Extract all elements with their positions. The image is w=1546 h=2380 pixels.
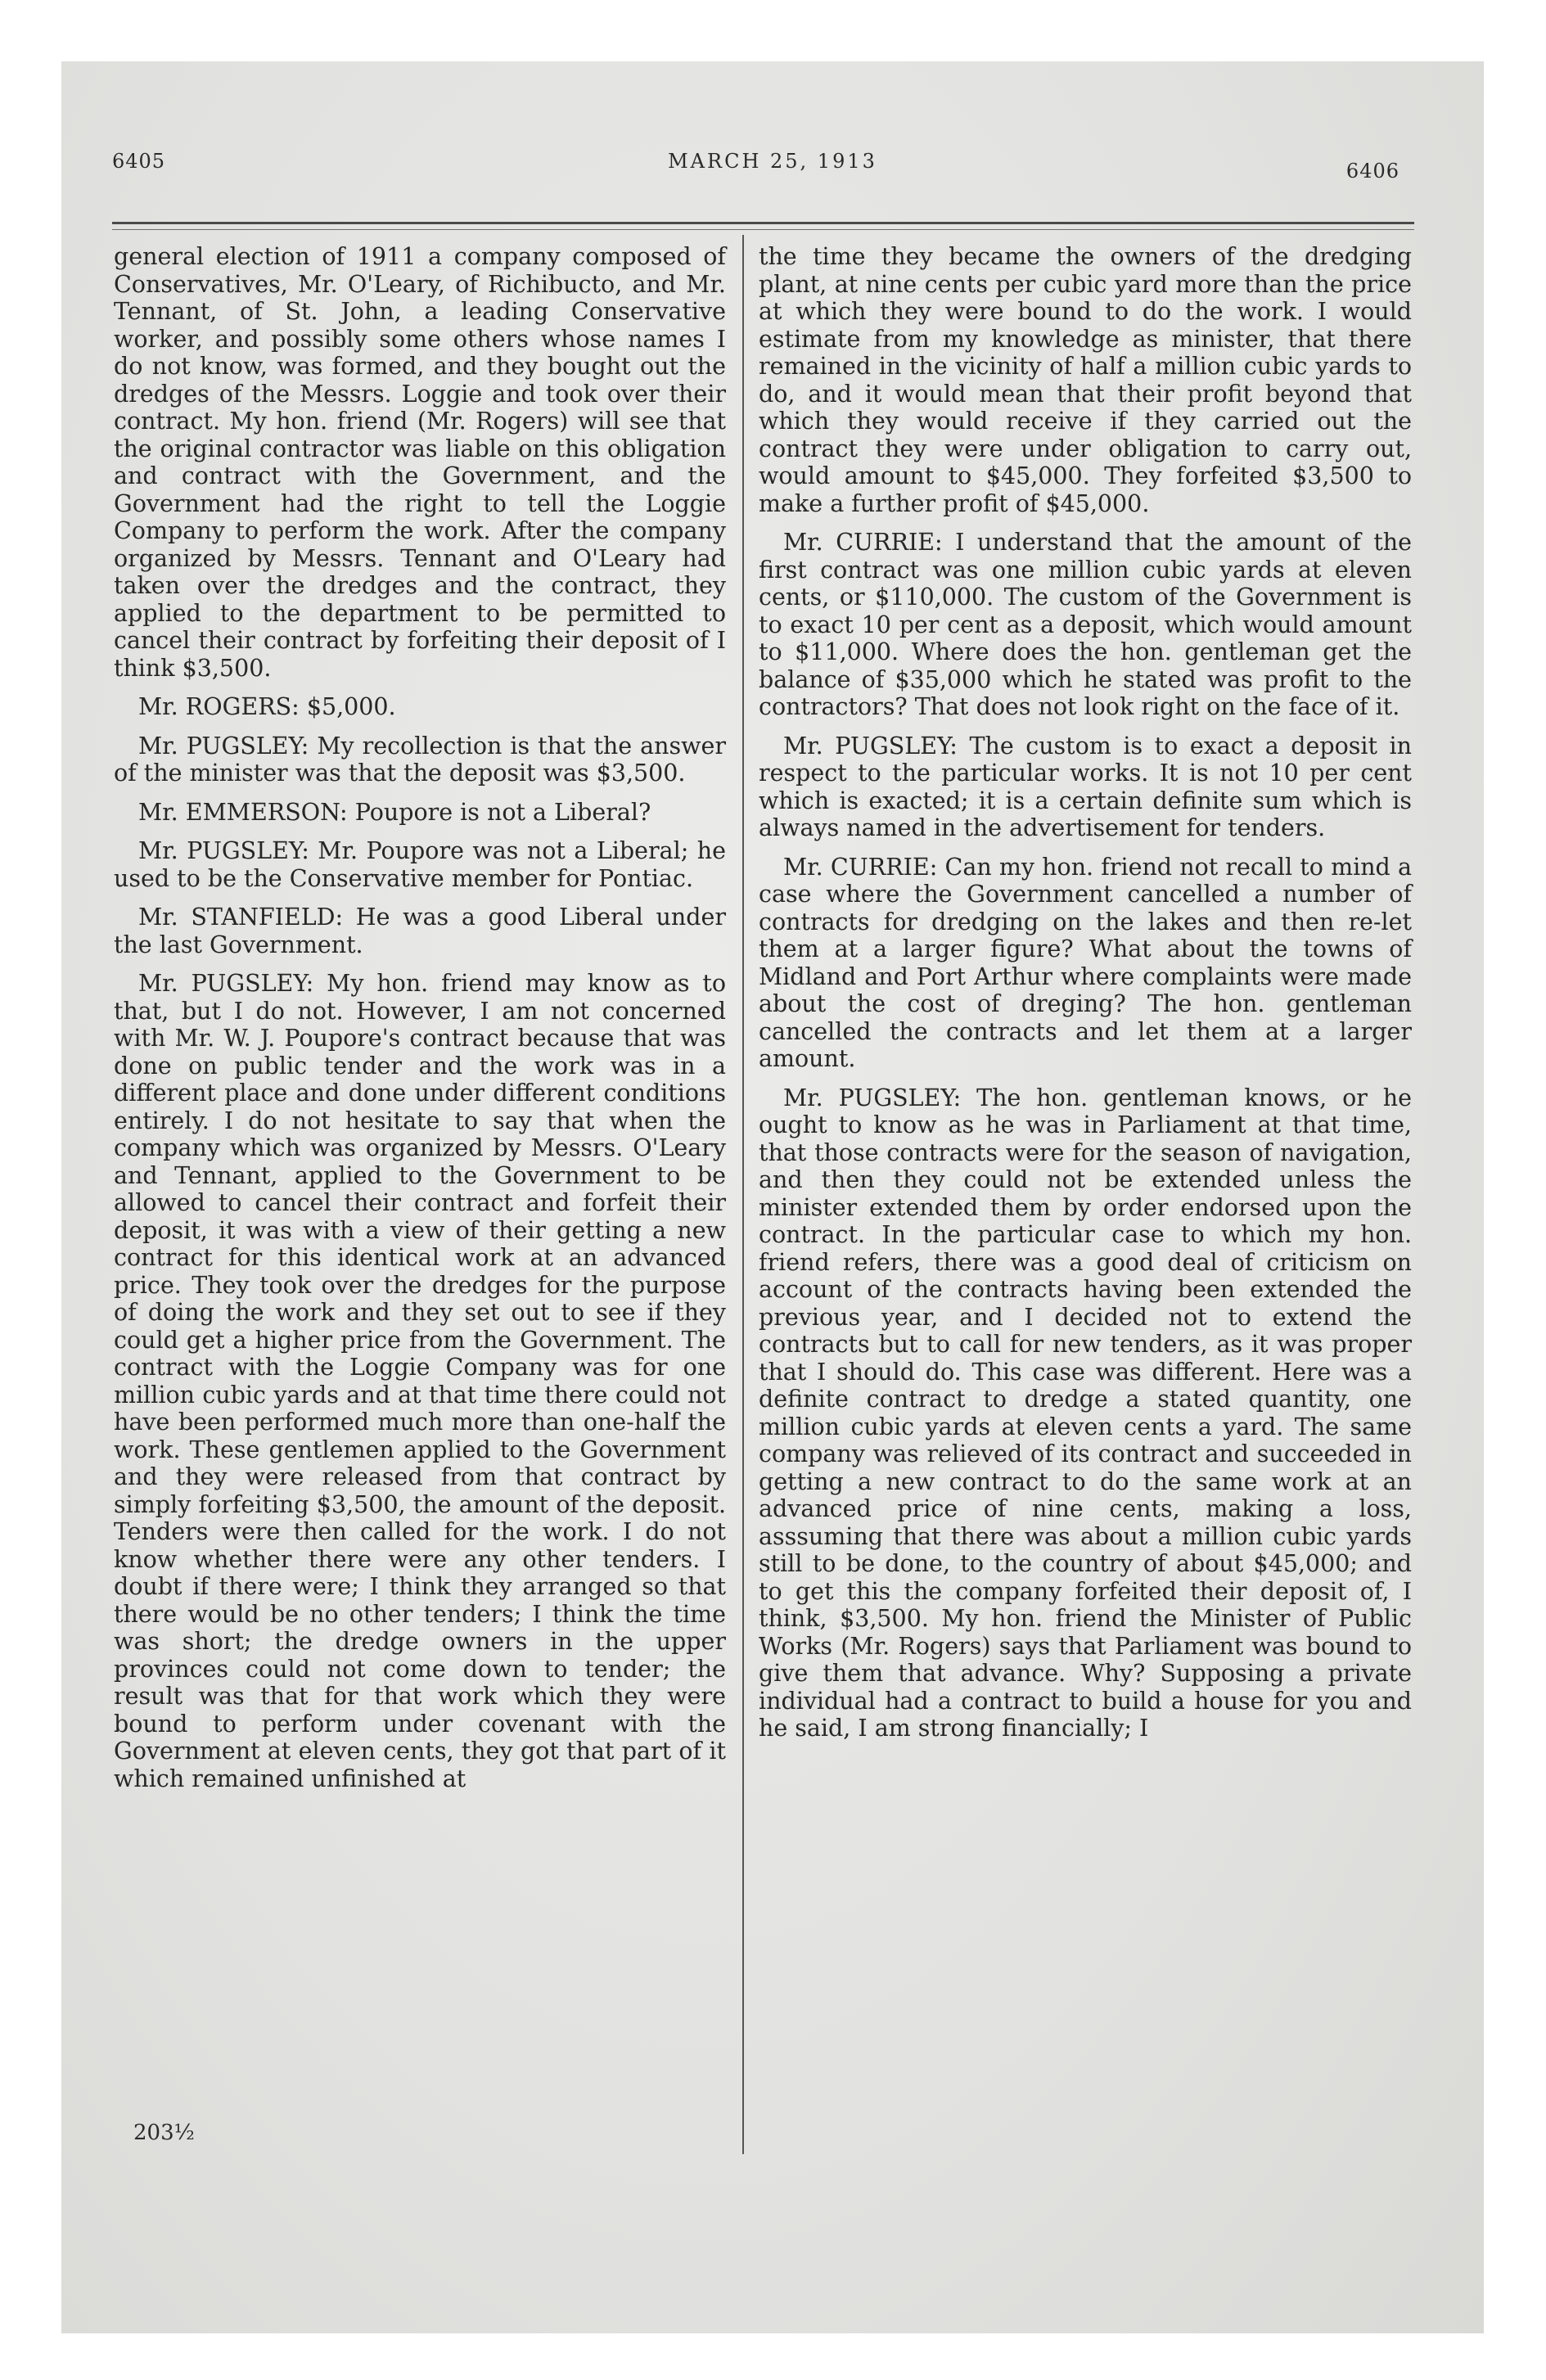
paragraph: general election of 1911 a company composed of Conservatives, Mr. O'Leary, of Richibucto, and Mr. Tennant, of St. John, a leading Conservative worker, and possibly some others whose names I do not know, was formed, and they bought out the dredges of the Messrs. Loggie and took over their contract. My hon. friend (Mr. Rogers) will see that the original contractor was liable on this obligation and contract with the Government, and the Government had the right to tell the Loggie Company to perform the work. After the company organized by Messrs. Tennant and O'Leary had taken over the dredges and the contract, they applied to the department to be permitted to cancel their contract by forfeiting their deposit of I think $3,500. — [114, 243, 726, 682]
scanned-page — [61, 61, 1484, 2333]
paragraph: Mr. PUGSLEY: The hon. gentleman knows, or he ought to know as he was in Parliament at that time, that those contracts were for the season of navigation, and then they could not be extended unless the minister extended them by order endorsed upon the contract. In the particular case to which my hon. friend refers, there was a good deal of criticism on account of the contracts having been extended the previous year, and I decided not to extend the contracts but to call for new tenders, as it was proper that I should do. This case was different. Here was a definite contract to dredge a stated quantity, one million cubic yards at eleven cents a yard. The same company was relieved of its contract and succeeded in getting a new contract to do the same work at an advanced price of nine cents, making a loss, asssuming that there was about a million cubic yards still to be done, to the country of about $45,000; and to get this the company forfeited their deposit of, I think, $3,500. My hon. friend the Minister of Public Works (Mr. Rogers) says that Parliament was bound to give them that advance. Why? Supposing a private individual had a contract to build a house for you and he said, I am strong financially; I — [759, 1084, 1412, 1742]
header-rule-thick — [112, 222, 1414, 224]
page-signature-mark: 203½ — [133, 2121, 195, 2145]
paragraph: Mr. PUGSLEY: Mr. Poupore was not a Liberal; he used to be the Conservative member for Pontiac. — [114, 837, 726, 892]
left-column — [114, 243, 726, 1804]
paragraph: Mr. EMMERSON: Poupore is not a Liberal? — [138, 798, 651, 826]
paragraph: Mr. PUGSLEY: My recollection is that the answer of the minister was that the deposit was $3,500. — [114, 732, 726, 787]
paragraph: the time they became the owners of the dredging plant, at nine cents per cubic yard more than the price at which they were bound to do the work. I would estimate from my knowledge as minister, that there remained in the vicinity of half a million cubic yards to do, and it would mean that their profit beyond that which they would receive if they carried out the contract they were under obligation to carry out, would amount to $45,000. They forfeited $3,500 to make a further profit of $45,000. — [759, 243, 1412, 517]
page-number-left: 6405 — [112, 150, 166, 173]
right-column — [759, 243, 1412, 1754]
paragraph: Mr. CURRIE: I understand that the amount of the first contract was one million cubic yards at eleven cents, or $110,000. The custom of the Government is to exact 10 per cent as a deposit, which would amount to $11,000. Where does the hon. gentleman get the balance of $35,000 which he stated was profit to the contractors? That does not look right on the face of it. — [759, 529, 1412, 720]
paragraph: Mr. ROGERS: $5,000. — [138, 693, 396, 720]
page-header — [61, 61, 1484, 225]
paragraph: Mr. PUGSLEY: My hon. friend may know as to that, but I do not. However, I am not concerned with Mr. W. J. Poupore's contract because that was done on public tender and the work was in a different place and done under different conditions entirely. I do not hesitate to say that when the company which was organized by Messrs. O'Leary and Tennant, applied to the Government to be allowed to cancel their contract and forfeit their deposit, it was with a view of their getting a new contract for this identical work at an advanced price. They took over the dredges for the purpose of doing the work and they set out to see if they could get a higher price from the Government. The contract with the Loggie Company was for one million cubic yards and at that time there could not have been performed much more than one-half the work. These gentlemen applied to the Government and they were released from that contract by simply forfeiting $3,500, the amount of the deposit. Tenders were then called for the work. I do not know whether there were any other tenders. I doubt if there were; I think they arranged so that there would be no other tenders; I think the time was short; the dredge owners in the upper provinces could not come down to tender; the result was that for that work which they were bound to perform under covenant with the Government at eleven cents, they got that part of it which remained unfinished at — [114, 970, 726, 1792]
paragraph: Mr. CURRIE: Can my hon. friend not recall to mind a case where the Government cancelled a number of contracts for dredging on the lakes and then re-let them at a larger figure? What about the towns of Midland and Port Arthur where complaints were made about the cost of dreging? The hon. gentleman cancelled the contracts and let them at a larger amount. — [759, 853, 1412, 1072]
paragraph: Mr. PUGSLEY: The custom is to exact a deposit in respect to the particular works. It is not 10 per cent which is exacted; it is a certain definite sum which is always named in the advertisement for tenders. — [759, 732, 1412, 841]
page-number-right: 6406 — [1345, 160, 1400, 183]
page-date-title: MARCH 25, 1913 — [668, 150, 877, 173]
paragraph: Mr. STANFIELD: He was a good Liberal under the last Government. — [114, 904, 726, 958]
header-rule-thin — [112, 229, 1414, 230]
column-divider — [742, 235, 744, 2154]
